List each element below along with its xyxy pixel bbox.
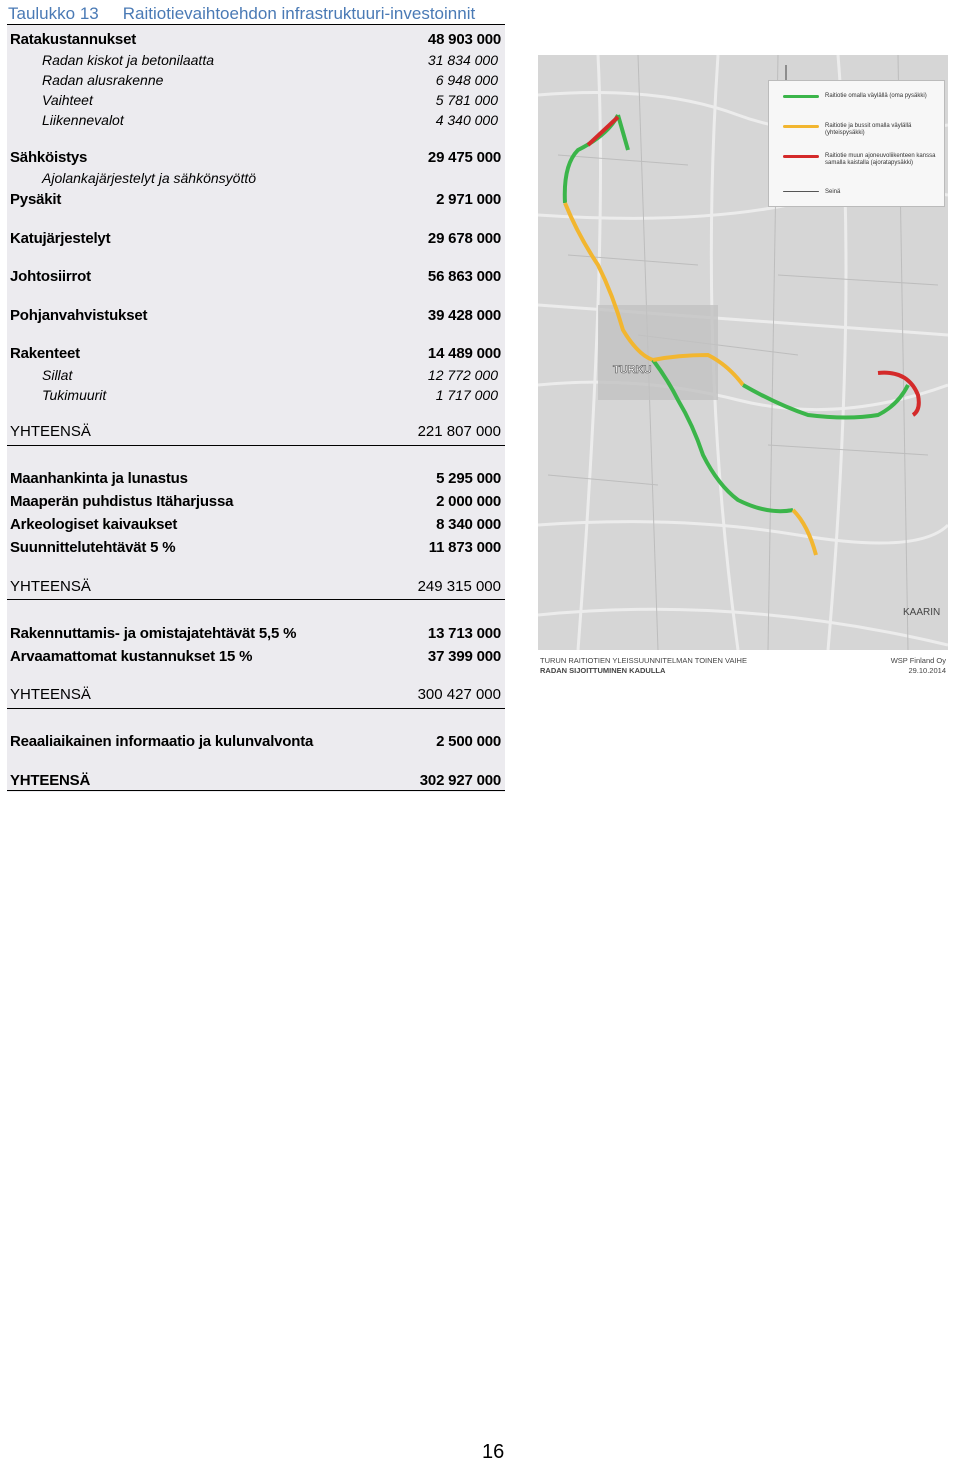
table-row	[7, 470, 505, 490]
legend-swatch	[783, 155, 819, 158]
map-corner-label: KAARIN	[903, 607, 941, 618]
table-row	[7, 92, 505, 112]
table-row	[7, 733, 505, 753]
row-value: 5 781 000	[435, 92, 498, 108]
row-label: Liikennevalot	[42, 112, 124, 128]
table-row	[7, 367, 505, 387]
table-row	[7, 72, 505, 92]
total-row	[7, 423, 505, 443]
row-value: 2 000 000	[436, 493, 501, 510]
row-value: 29 475 000	[427, 149, 501, 166]
row-value: 8 340 000	[436, 516, 501, 533]
map-footer-title: TURUN RAITIOTIEN YLEISSUUNNITELMAN TOINEN VAIHE	[540, 656, 747, 665]
row-label: Arvaamattomat kustannukset 15 %	[10, 648, 253, 665]
row-label: Rakennuttamis- ja omistajatehtävät 5,5 %	[10, 625, 297, 642]
row-label: Maaperän puhdistus Itäharjussa	[10, 493, 234, 510]
row-value: 11 873 000	[428, 539, 501, 556]
row-label: Tukimuurit	[42, 387, 107, 403]
total-row	[7, 578, 505, 598]
divider	[7, 599, 505, 600]
map-footer	[538, 654, 948, 680]
row-value: 13 713 000	[427, 625, 501, 642]
row-label: Katujärjestelyt	[10, 230, 111, 247]
row-label: Radan alusrakenne	[42, 72, 164, 88]
row-label: Maanhankinta ja lunastus	[10, 470, 188, 487]
table-caption	[8, 4, 475, 24]
row-label: YHTEENSÄ	[10, 578, 91, 595]
row-label: Sillat	[42, 367, 73, 383]
row-label: Arkeologiset kaivaukset	[10, 516, 178, 533]
map-footer-subtitle: RADAN SIJOITTUMINEN KADULLA	[540, 666, 666, 675]
table-row	[7, 345, 505, 365]
legend-swatch	[783, 191, 819, 192]
legend-swatch	[783, 125, 819, 128]
row-value: 4 340 000	[435, 112, 498, 128]
row-value: 48 903 000	[427, 31, 501, 48]
page-number: 16	[482, 1441, 505, 1463]
legend-text: Raitiotie omalla väylällä (oma pysäkki)	[825, 93, 927, 99]
table-row	[7, 493, 505, 513]
table-row	[7, 31, 505, 51]
map-legend	[768, 80, 945, 207]
table-row	[7, 149, 505, 169]
row-value: 1 717 000	[435, 387, 498, 403]
row-label: YHTEENSÄ	[10, 423, 91, 440]
table-row	[7, 539, 505, 559]
row-value: 12 772 000	[427, 367, 498, 383]
row-value: 6 948 000	[435, 72, 498, 88]
row-label: Ratakustannukset	[10, 31, 137, 48]
map-place-label: TURKU	[613, 364, 652, 376]
map-footer-date: 29.10.2014	[908, 666, 946, 675]
row-value: 14 489 000	[427, 345, 501, 362]
row-label: Pohjanvahvistukset	[10, 307, 148, 324]
map-footer-company: WSP Finland Oy	[890, 656, 946, 665]
table-row	[7, 516, 505, 536]
table-row	[7, 307, 505, 327]
row-value: 31 834 000	[427, 52, 498, 68]
row-label: Johtosiirrot	[10, 268, 91, 285]
row-label: YHTEENSÄ	[10, 772, 91, 789]
table-title: Raitiotievaihtoehdon infrastruktuuri-investoinnit	[122, 4, 476, 23]
table-row	[7, 648, 505, 668]
row-label: Radan kiskot ja betonilaatta	[42, 52, 214, 68]
row-label: Ajolankajärjestelyt ja sähkönsyöttö	[42, 170, 257, 186]
row-value: 56 863 000	[427, 268, 501, 285]
table-number: Taulukko 13	[8, 4, 99, 23]
row-label: Vaihteet	[42, 92, 93, 108]
row-value: 29 678 000	[427, 230, 501, 247]
total-row	[7, 772, 505, 792]
row-value: 300 427 000	[417, 686, 501, 703]
table-row	[7, 625, 505, 645]
row-label: Sähköistys	[10, 149, 88, 166]
legend-text: Seinä	[825, 189, 841, 195]
legend-swatch	[783, 95, 819, 98]
divider	[7, 708, 505, 709]
table-row	[7, 52, 505, 72]
legend-text: Raitiotie muun ajoneuvoliikenteen kanssa samalla kaistalla (ajoratapysäkki)	[825, 153, 936, 166]
row-label: YHTEENSÄ	[10, 686, 91, 703]
divider	[7, 445, 505, 446]
city-centre-area	[598, 305, 718, 400]
row-value: 2 500 000	[436, 733, 501, 750]
row-label: Rakenteet	[10, 345, 80, 362]
row-value: 302 927 000	[419, 772, 501, 789]
table-row	[7, 170, 505, 190]
table-row	[7, 387, 505, 407]
total-row	[7, 686, 505, 706]
row-value: 2 971 000	[436, 191, 501, 208]
table-row	[7, 191, 505, 211]
route-map	[538, 55, 948, 650]
table-bottom-rule	[7, 790, 505, 791]
row-value: 5 295 000	[436, 470, 501, 487]
row-value: 37 399 000	[427, 648, 501, 665]
row-label: Suunnittelutehtävät 5 %	[10, 539, 176, 556]
table-row	[7, 268, 505, 288]
row-value: 221 807 000	[417, 423, 501, 440]
row-value: 39 428 000	[427, 307, 501, 324]
row-label: Reaaliaikainen informaatio ja kulunvalvonta	[10, 733, 314, 750]
table-row	[7, 230, 505, 250]
cost-table	[7, 24, 505, 792]
legend-text: Raitiotie ja bussit omalla väylällä (yhteispysäkki)	[825, 123, 912, 136]
row-value: 249 315 000	[417, 578, 501, 595]
table-row	[7, 112, 505, 132]
row-label: Pysäkit	[10, 191, 62, 208]
